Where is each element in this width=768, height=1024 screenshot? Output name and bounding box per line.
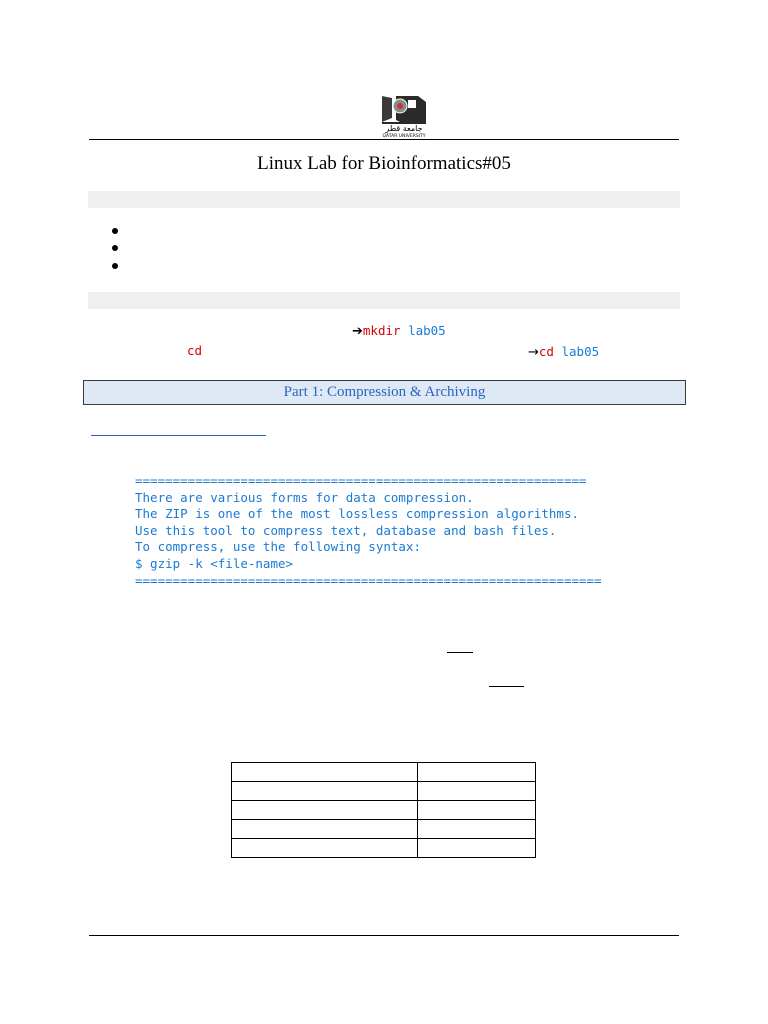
bullet-item	[112, 228, 120, 236]
table-cell	[232, 839, 418, 858]
blank-underline	[447, 652, 473, 653]
logo-arabic-text: جامعة قطر	[385, 124, 423, 133]
code-line: $ gzip -k <file-name>	[135, 555, 294, 571]
code-line: The ZIP is one of the most lossless compression algorithms.	[135, 506, 580, 522]
table-row	[232, 782, 536, 801]
code-line: To compress, use the following syntax:	[135, 539, 421, 555]
code-line: There are various forms for data compression.	[135, 489, 474, 505]
blank-underline	[489, 686, 524, 687]
command-name: cd	[538, 344, 554, 359]
code-block	[135, 473, 602, 589]
document-title: Linux Lab for Bioinformatics#05	[257, 153, 511, 174]
footer-rule	[89, 935, 679, 936]
table-cell	[418, 801, 536, 820]
setup-command-mkdir	[352, 322, 446, 340]
table-cell	[232, 763, 418, 782]
table-cell	[232, 782, 418, 801]
bullet-item	[112, 263, 120, 271]
logo-english-text: QATAR UNIVERSITY	[382, 134, 426, 138]
university-logo	[378, 92, 430, 138]
code-separator-bottom: ==============================================================	[135, 572, 602, 588]
part1-heading: Part 1: Compression & Archiving	[83, 380, 686, 405]
table-row	[232, 763, 536, 782]
section-band-objectives	[88, 191, 680, 208]
header-rule	[89, 139, 679, 140]
setup-command-cd	[528, 343, 599, 361]
arrow-icon: ➔	[352, 324, 363, 339]
section-band-setup	[88, 292, 680, 309]
command-name: mkdir	[362, 323, 401, 338]
results-table	[231, 762, 536, 858]
table-row	[232, 801, 536, 820]
table-cell	[232, 801, 418, 820]
table-row	[232, 839, 536, 858]
command-argument: lab05	[561, 344, 600, 359]
command-argument: lab05	[408, 323, 446, 338]
table-cell	[418, 782, 536, 801]
inline-command-cd: cd	[187, 343, 203, 358]
table-cell	[232, 820, 418, 839]
bullet-item	[112, 245, 120, 253]
code-separator-top: ============================================================	[135, 473, 587, 488]
arrow-icon: →	[528, 345, 539, 360]
table-cell	[418, 763, 536, 782]
subsection-underline	[91, 435, 266, 436]
table-cell	[418, 839, 536, 858]
table-row	[232, 820, 536, 839]
table-cell	[418, 820, 536, 839]
code-line: Use this tool to compress text, database and bash files.	[135, 522, 557, 538]
